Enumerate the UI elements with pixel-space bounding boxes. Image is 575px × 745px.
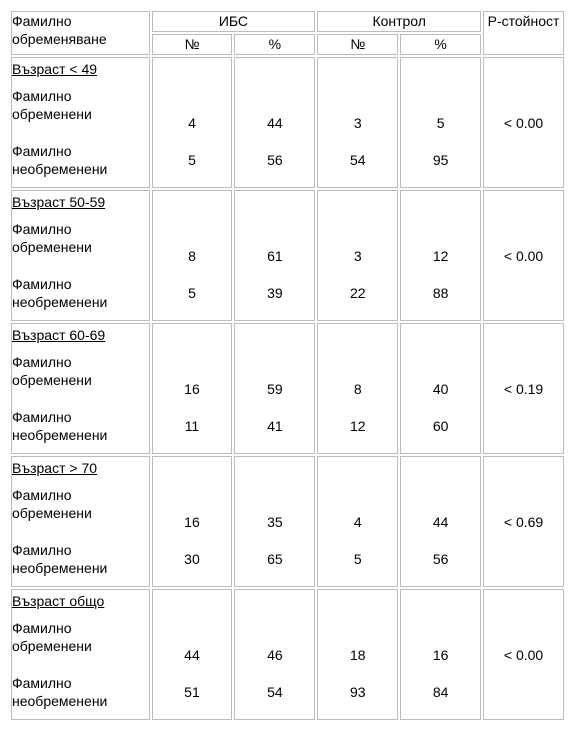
value-unburdened: 95 [432,152,449,168]
row-label-burdened: Фамилно обременени [12,221,92,255]
value-burdened: 4 [353,514,362,530]
age-group-row [11,456,564,587]
cell-ibs-percent [234,323,315,454]
p-value: < 0.69 [503,514,544,530]
subheader-ibs-percent: % [234,34,315,55]
header-group-ibs: ИБС [152,11,316,32]
cell-p-value [483,190,564,321]
value-burdened: 16 [184,514,200,530]
age-group-row [11,323,564,454]
header-family-burden: Фамилно обременяване [11,11,150,55]
value-unburdened: 60 [432,418,449,434]
value-burdened: 16 [432,647,449,663]
cell-control-percent [400,589,481,720]
age-group-title: Възраст 50-59 [12,194,106,210]
p-value: < 0.19 [503,381,544,397]
age-group-label-cell [11,456,150,587]
age-group-label-cell [11,57,150,188]
value-unburdened: 41 [267,418,283,434]
value-burdened: 8 [353,381,362,397]
header-group-control: Контрол [317,11,481,32]
value-unburdened: 5 [188,152,196,168]
cell-ibs-count [152,323,233,454]
value-unburdened: 88 [432,285,449,301]
value-unburdened: 84 [432,684,449,700]
value-unburdened: 12 [349,418,366,434]
age-group-title: Възраст < 49 [12,61,98,77]
value-burdened: 40 [432,381,449,397]
value-unburdened: 39 [267,285,283,301]
cell-control-percent [400,57,481,188]
age-group-row [11,190,564,321]
value-unburdened: 22 [349,285,366,301]
subheader-control-percent: % [400,34,481,55]
value-burdened: 35 [267,514,283,530]
value-unburdened: 56 [267,152,283,168]
value-burdened: 44 [432,514,449,530]
cell-ibs-count [152,57,233,188]
value-unburdened: 54 [349,152,366,168]
p-value: < 0.00 [503,248,544,264]
value-unburdened: 5 [188,285,196,301]
value-unburdened: 65 [267,551,283,567]
age-group-title: Възраст > 70 [12,460,98,476]
cell-p-value [483,589,564,720]
value-burdened: 18 [349,647,366,663]
value-unburdened: 93 [349,684,366,700]
cell-control-count [317,57,398,188]
value-unburdened: 51 [184,684,200,700]
subheader-ibs-count: № [152,34,233,55]
age-group-row [11,57,564,188]
subheader-control-count: № [317,34,398,55]
value-burdened: 16 [184,381,200,397]
value-unburdened: 56 [432,551,449,567]
cell-control-count [317,456,398,587]
value-burdened: 12 [432,248,449,264]
row-label-unburdened: Фамилно необременени [12,276,108,310]
row-label-burdened: Фамилно обременени [12,487,92,521]
age-group-title: Възраст общо [12,593,105,609]
value-burdened: 44 [184,647,200,663]
statistics-table [9,9,566,722]
age-group-label-cell [11,323,150,454]
cell-control-percent [400,190,481,321]
cell-ibs-count [152,456,233,587]
value-unburdened: 11 [184,418,200,434]
cell-p-value [483,323,564,454]
value-burdened: 44 [267,115,283,131]
row-label-unburdened: Фамилно необременени [12,409,108,443]
value-burdened: 3 [353,248,362,264]
row-label-unburdened: Фамилно необременени [12,675,108,709]
cell-ibs-percent [234,456,315,587]
cell-control-count [317,190,398,321]
cell-ibs-percent [234,57,315,188]
cell-control-count [317,589,398,720]
header-p-value: P-стойност [483,11,564,55]
value-burdened: 5 [436,115,445,131]
row-label-unburdened: Фамилно необременени [12,542,108,576]
row-label-burdened: Фамилно обременени [12,354,92,388]
header-row [11,11,564,32]
cell-ibs-percent [234,190,315,321]
value-burdened: 59 [267,381,283,397]
cell-ibs-count [152,190,233,321]
value-unburdened: 5 [353,551,362,567]
value-burdened: 4 [188,115,196,131]
cell-control-count [317,323,398,454]
value-burdened: 46 [267,647,283,663]
row-label-burdened: Фамилно обременени [12,620,92,654]
p-value: < 0.00 [503,647,544,663]
cell-p-value [483,456,564,587]
value-unburdened: 54 [267,684,283,700]
age-group-title: Възраст 60-69 [12,327,106,343]
value-burdened: 3 [353,115,362,131]
cell-control-percent [400,323,481,454]
age-group-row [11,589,564,720]
row-label-burdened: Фамилно обременени [12,88,92,122]
value-unburdened: 30 [184,551,200,567]
age-group-label-cell [11,589,150,720]
value-burdened: 61 [267,248,283,264]
row-label-unburdened: Фамилно необременени [12,143,108,177]
age-group-label-cell [11,190,150,321]
cell-p-value [483,57,564,188]
cell-control-percent [400,456,481,587]
cell-ibs-count [152,589,233,720]
cell-ibs-percent [234,589,315,720]
table-body [11,11,564,720]
value-burdened: 8 [188,248,196,264]
p-value: < 0.00 [503,115,544,131]
